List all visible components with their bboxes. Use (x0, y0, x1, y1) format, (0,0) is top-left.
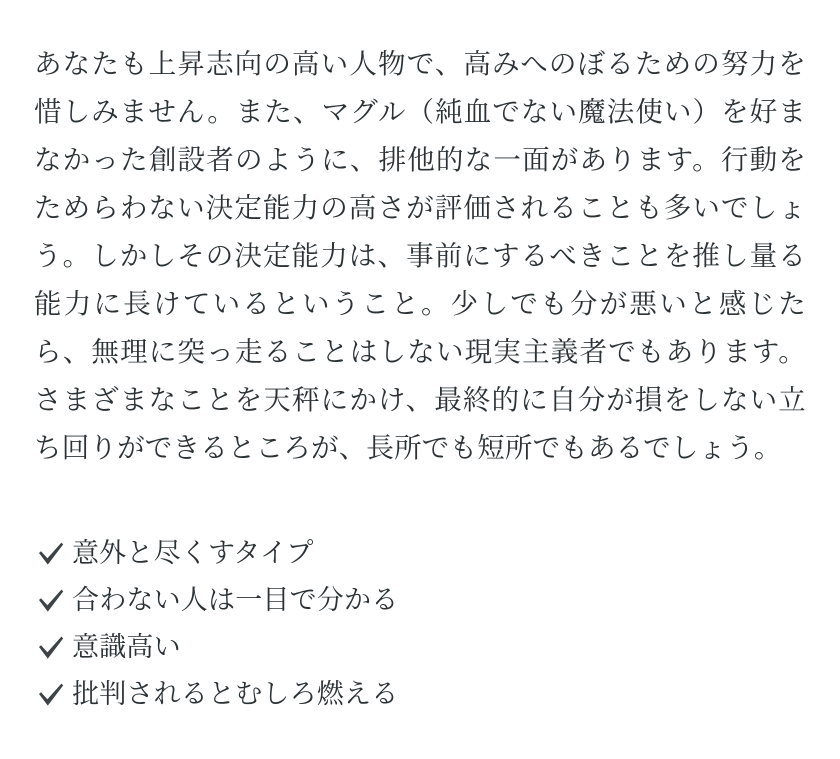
check-list-label: 批判されるとむしろ燃える (72, 679, 399, 710)
list-item (34, 671, 806, 718)
list-item (34, 530, 806, 577)
paragraph-list-spacer (34, 472, 806, 530)
check-mark-icon (34, 624, 68, 671)
check-list-label: 意識高い (72, 632, 181, 663)
list-item (34, 624, 806, 671)
check-mark-icon (34, 577, 68, 624)
check-list-label: 意外と尽くすタイプ (72, 538, 314, 569)
body-paragraph: あなたも上昇志向の高い人物で、高みへのぼるための努力を惜しみません。また、マグル（純血でない魔法使い）を好まなかった創設者のように、排他的な一面があります。行動をためらわない決定能力の高さが評価されることも多いでしょう。しかしその決定能力は、事前にするべきことを推し量る能力に長けているということ。少しでも分が悪いと感じたら、無理に突っ走ることはしない現実主義者でもあります。さまざまなことを天秤にかけ、最終的に自分が損をしない立ち回りができるところが、長所でも短所でもあるでしょう。 (34, 48, 806, 464)
list-item (34, 577, 806, 624)
check-mark-icon (34, 530, 68, 577)
check-list (34, 530, 806, 718)
check-mark-icon (34, 671, 68, 718)
check-list-label: 合わない人は一目で分かる (72, 585, 399, 616)
